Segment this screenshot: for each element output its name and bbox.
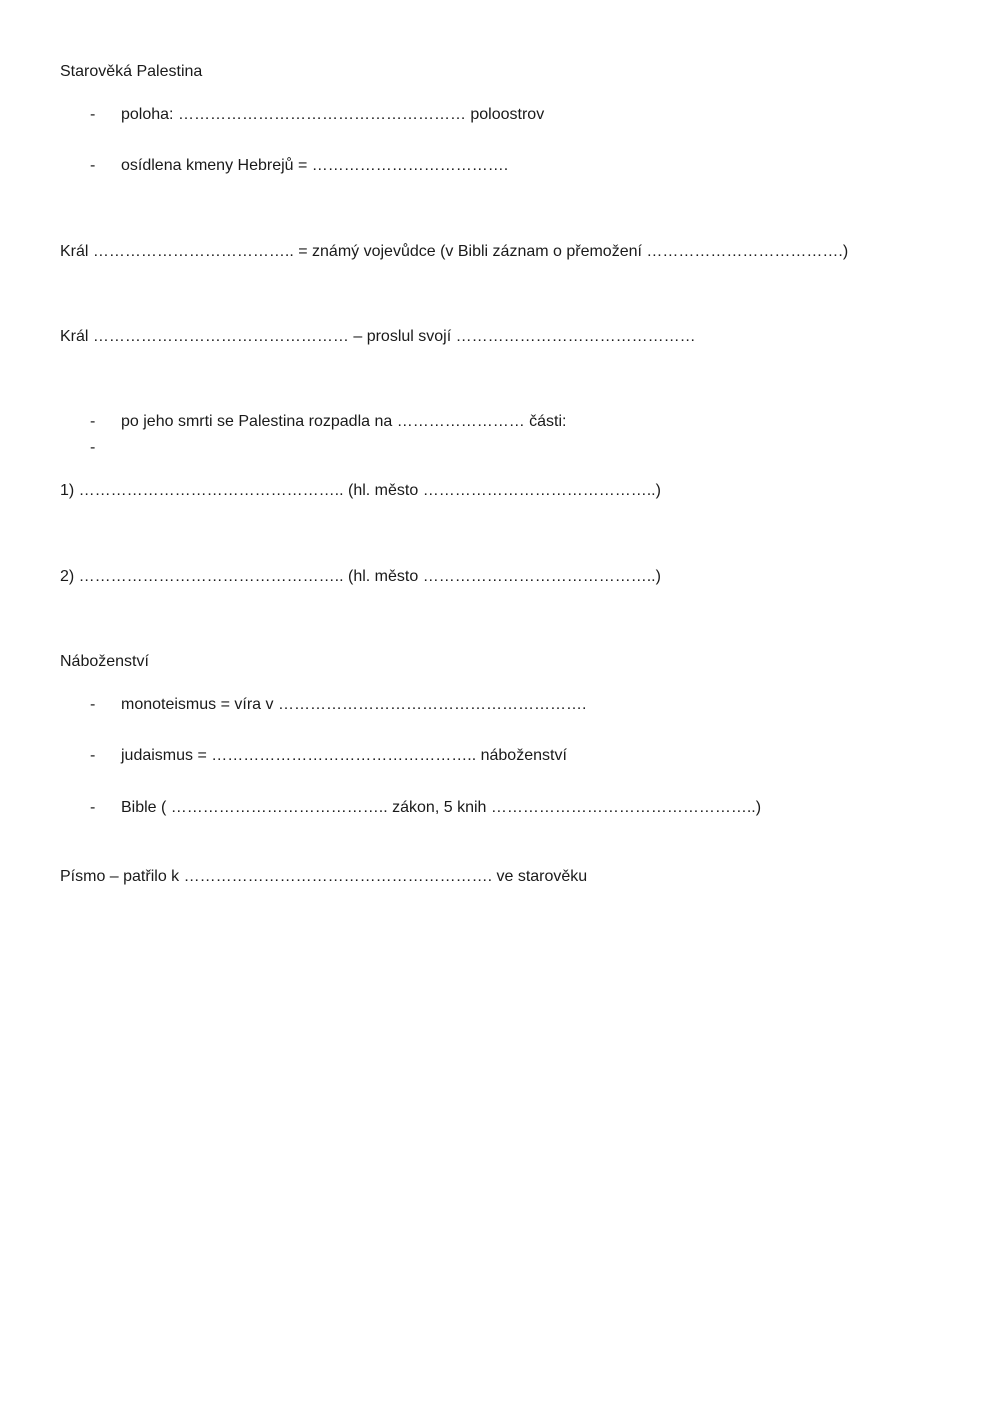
item-bible: Bible ( ………………………………….. zákon, 5 knih …………………………………………..)	[121, 799, 762, 816]
writing-line: Písmo – patřilo k …………………………………………………. ve starověku	[60, 868, 588, 885]
bullet-dash: -	[90, 413, 96, 430]
heading-religion: Náboženství	[60, 653, 149, 670]
item-monotheism: monoteismus = víra v ………………………………………………….	[121, 696, 587, 713]
item-split: po jeho smrti se Palestina rozpadla na …………………… části:	[121, 413, 567, 430]
item-settled-by: osídlena kmeny Hebrejů = ……………………………….	[121, 157, 509, 174]
bullet-dash: -	[90, 106, 96, 123]
bullet-dash: -	[90, 799, 96, 816]
heading-palestine: Starověká Palestina	[60, 63, 203, 80]
bullet-dash: -	[90, 696, 96, 713]
king-wisdom-line: Král ………………………………………… – proslul svojí ………………………………………	[60, 328, 696, 345]
kingdom-part-1: 1) ………………………………………….. (hl. město ……………………………………..)	[60, 482, 661, 499]
bullet-dash: -	[90, 439, 96, 456]
item-location: poloha: ……………………………………………… poloostrov	[121, 106, 545, 123]
bullet-dash: -	[90, 157, 96, 174]
king-warrior-line: Král ……………………………….. = známý vojevůdce (v Bibli záznam o přemožení ……………………………….)	[60, 243, 849, 260]
bullet-dash: -	[90, 747, 96, 764]
item-judaism: judaismus = ………………………………………….. náboženství	[121, 747, 567, 764]
kingdom-part-2: 2) ………………………………………….. (hl. město ……………………………………..)	[60, 568, 661, 585]
